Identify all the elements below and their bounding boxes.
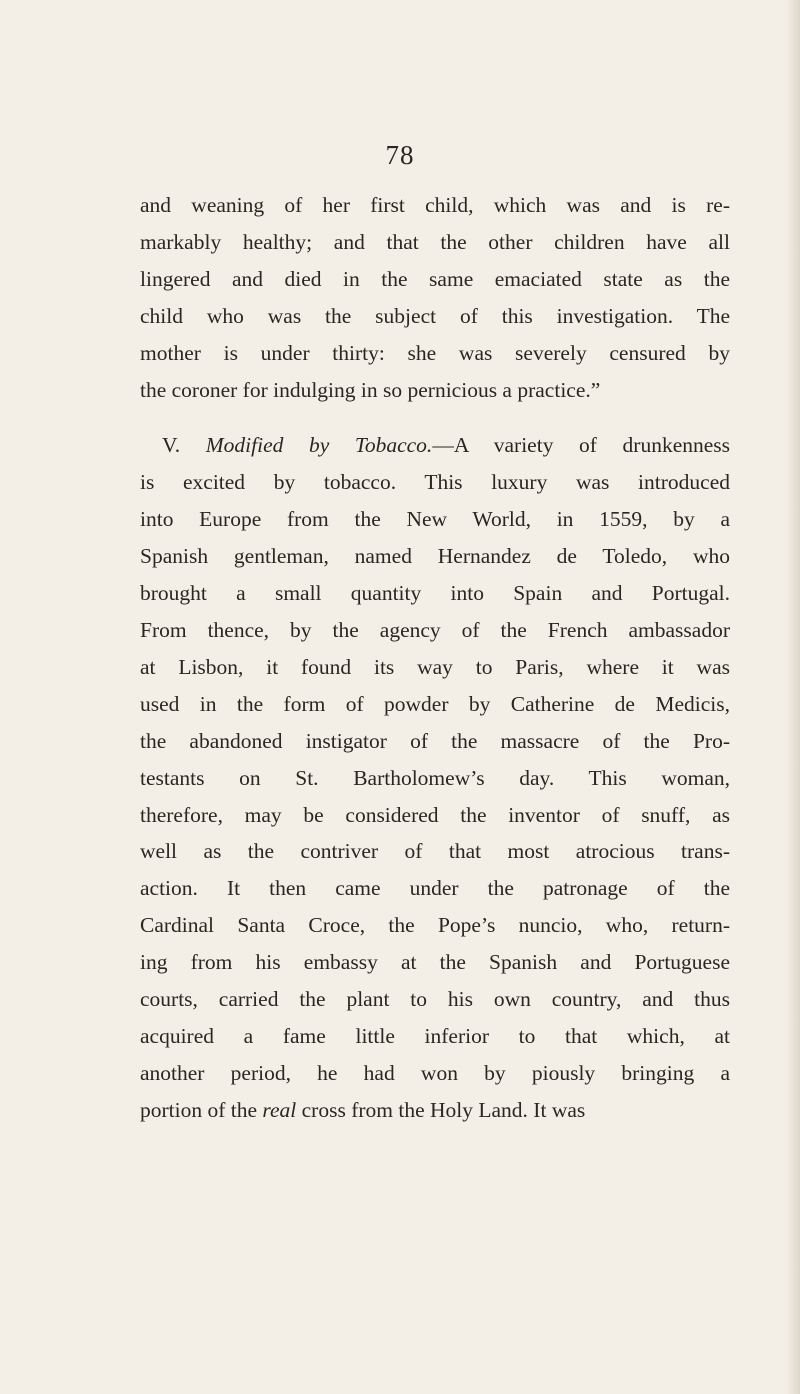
text-line: acquired a fame little inferior to that which, at — [140, 1023, 730, 1048]
text-line: another period, he had won by piously bringing a — [140, 1060, 730, 1085]
text-line: at Lisbon, it found its way to Paris, where it was — [140, 654, 730, 679]
section-numeral: V. — [162, 433, 181, 458]
section-heading-rest: —A variety of drunkenness — [432, 433, 731, 458]
page-edge-shadow — [786, 0, 800, 1394]
text-fragment: portion of the — [140, 1097, 263, 1122]
text-line: ing from his embassy at the Spanish and Portuguese — [140, 950, 730, 975]
text-line: and weaning of her first child, which was and is re- — [140, 193, 730, 217]
text-line: used in the form of powder by Catherine de Medicis, — [140, 691, 730, 716]
text-line: Spanish gentleman, named Hernandez de Toledo, who — [140, 544, 730, 569]
page-number: 78 — [385, 140, 415, 170]
text-line-last — [140, 1092, 730, 1129]
italic-word: real — [262, 1097, 297, 1122]
text-line: child who was the subject of this investigation. The — [140, 303, 730, 328]
text-line: mother is under thirty: she was severely censured by — [140, 340, 730, 365]
text-line: brought a small quantity into Spain and Portugal. — [140, 581, 730, 606]
text-line: into Europe from the New World, in 1559, by a — [140, 507, 730, 532]
text-fragment: cross from the Holy Land. It was — [296, 1097, 586, 1122]
text-line: therefore, may be considered the inventor of snuff, as — [140, 802, 730, 827]
paragraph-1 — [140, 187, 730, 408]
section-title: Modified by Tobacco. — [205, 433, 433, 458]
text-line: the coroner for indulging in so pernicious a practice.” — [140, 377, 601, 402]
text-line: Cardinal Santa Croce, the Pope’s nuncio, who, return- — [140, 913, 730, 938]
paragraph-2 — [140, 427, 730, 1128]
text-line: the abandoned instigator of the massacre of the Pro- — [140, 728, 730, 753]
text-line: markably healthy; and that the other children have all — [140, 229, 730, 254]
text-line: lingered and died in the same emaciated state as the — [140, 266, 730, 291]
text-line: is excited by tobacco. This luxury was introduced — [140, 470, 730, 495]
text-line: well as the contriver of that most atrocious trans- — [140, 839, 730, 864]
text-line: testants on St. Bartholomew’s day. This woman, — [140, 765, 730, 790]
body-text — [140, 187, 730, 1129]
paragraph-gap — [140, 408, 730, 427]
text-line: From thence, by the agency of the French ambassador — [140, 617, 730, 642]
text-line: courts, carried the plant to his own country, and thus — [140, 987, 730, 1012]
section-heading-line — [140, 427, 730, 464]
text-line: action. It then came under the patronage of the — [140, 876, 730, 901]
